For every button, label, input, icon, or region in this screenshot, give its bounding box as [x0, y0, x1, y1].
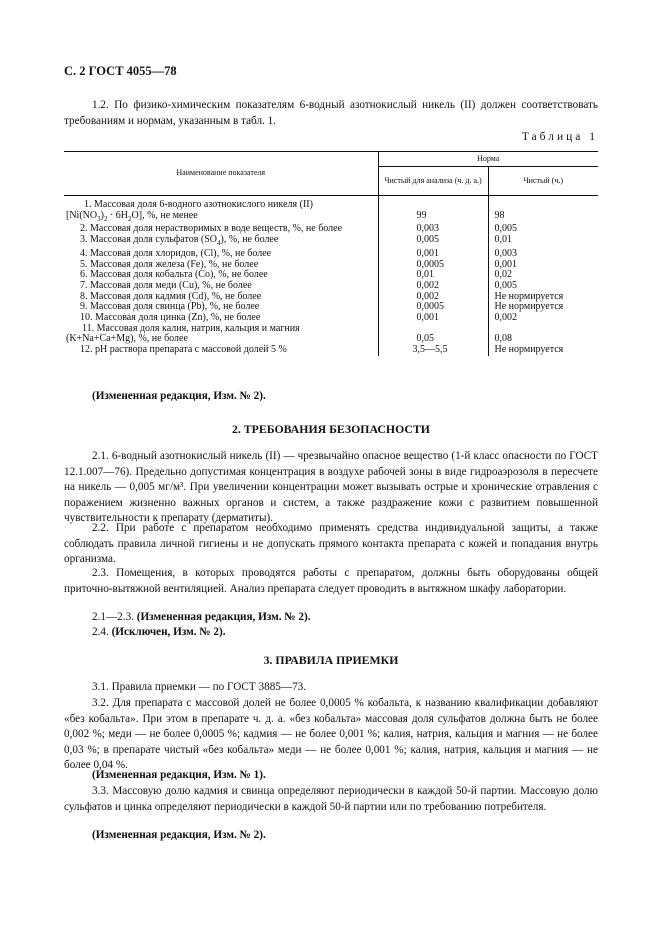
section-3-title: 3. ПРАВИЛА ПРИЕМКИ: [263, 653, 399, 667]
intro-paragraph: 1.2. По физико-химическим показателям 6-водный азотнокислый никель (II) должен соответствовать требованиям и нормам, указанным в табл. 1.: [64, 99, 598, 127]
paragraph-3-3: 3.3. Массовую долю кадмия и свинца определяют периодически в каждой 50-й партии. Массовую долю сульфатов и цинка определяют периодически в каждой 50-й партии или по требованию потребителя.: [64, 785, 598, 813]
table-row: [64, 345, 598, 356]
section-2-title: 2. ТРЕБОВАНИЯ БЕЗОПАСНОСТИ: [231, 422, 430, 436]
table-1: [64, 151, 598, 356]
row-name-line2: (K+Na+Ca+Mg), %, не более: [66, 333, 188, 345]
row-ch: 0,02: [488, 270, 598, 281]
row-name: 6. Массовая доля кобальта (Co), %, не более: [80, 269, 268, 281]
row-ch: Не нормируется: [488, 292, 598, 303]
row-ch: 0,005: [488, 281, 598, 292]
amendment-3-2: (Измененная редакция, Изм. № 1).: [92, 769, 266, 781]
row-name: 9. Массовая доля свинца (Pb), %, не более: [80, 301, 260, 313]
row-chda: 0,005: [378, 235, 488, 249]
row-chda: 0,05: [378, 334, 488, 345]
table-amendment-note: (Измененная редакция, Изм. № 2).: [92, 390, 266, 402]
row-name: [64, 196, 378, 211]
row-chda: 0,003: [378, 224, 488, 235]
paragraph-3-2: 3.2. Для препарата с массовой долей не более 0,0005 % кобальта, к названию квалификации добавляют «без кобальта». При этом в препарате ч. д. а. «без кобальта» массовая доля сульфатов должна быть не более 0,002 %; меди — не более 0,0005 %; кадмия — не более 0,001 %; калия, натрия, кальция и магния — не более 0,03 %; в препарате чистый «без кобальта» меди — не более 0,001 %; калия, натрия, кальция и магния — не более 0,04 %.: [64, 697, 598, 772]
row-ch: 0,01: [488, 235, 598, 249]
row-ch: Не нормируется: [488, 345, 598, 356]
page-header: С. 2 ГОСТ 4055—78: [64, 64, 177, 78]
amendment-prefix: 2.4.: [92, 626, 109, 638]
row-chda: 0,01: [378, 270, 488, 281]
row-name: 3. Массовая доля сульфатов $(SO_4)$, %, не более: [80, 234, 279, 248]
row-ch: Не нормируется: [488, 302, 598, 313]
row-ch: 0,002: [488, 313, 598, 324]
col-header-norm: Норма: [378, 152, 598, 167]
amendment-text: (Измененная редакция, Изм. № 2).: [136, 611, 311, 623]
table-row: [64, 249, 598, 260]
row-name: 7. Массовая доля меди (Cu), %, не более: [80, 279, 252, 291]
row-chda: 3,5—5,5: [378, 345, 488, 356]
row-chda: 99: [378, 211, 488, 225]
paragraph-2-2: 2.2. При работе с препаратом необходимо применять средства индивидуальной защиты, а также соблюдать правила личной гигиены и не допускать прямого контакта препарата с кожей и попадания внутрь организма.: [64, 522, 598, 566]
row-name-line2: $[Ni(NO_3)_2 \cdot 6H_2O]$, %, не менее: [66, 209, 198, 223]
row-chda: 0,001: [378, 313, 488, 324]
row-ch: 0,08: [488, 334, 598, 345]
row-name: 8. Массовая доля кадмия (Cd), %, не более: [80, 290, 262, 302]
col-header-name: Наименование показателя: [64, 152, 378, 196]
table-row: [64, 196, 598, 211]
amendment-text: (Исключен, Изм. № 2).: [111, 626, 226, 638]
row-name: 12. pH раствора препарата с массовой долей 5 %: [80, 344, 287, 356]
row-name-line1: 1. Массовая доля 6-водного азотнокислого никеля (II): [84, 199, 313, 210]
row-chda: 0,0005: [378, 302, 488, 313]
row-ch: 98: [488, 211, 598, 225]
row-ch: 0,003: [488, 249, 598, 260]
row-chda: 0,001: [378, 249, 488, 260]
paragraph-2-3: 2.3. Помещения, в которых проводятся работы с препаратом, должны быть оборудованы общей приточно-вытяжной вентиляцией. Анализ препарата следует проводить в вытяжном шкафу лаборатории.: [64, 567, 598, 595]
row-chda: 0,002: [378, 292, 488, 303]
row-chda: 0,0005: [378, 260, 488, 271]
amendment-3-3: (Измененная редакция, Изм. № 2).: [92, 829, 266, 841]
amendment-prefix: 2.1—2.3.: [92, 611, 134, 623]
amendment-2-1-2-3: [64, 610, 598, 626]
paragraph-2-1: 2.1. 6-водный азотнокислый никель (II) — чрезвычайно опасное вещество (1-й класс опасности по ГОСТ 12.1.007—76). Предельно допустимая концентрация в воздухе рабочей зоны в виде гидроаэрозоля в пересчете на никель — 0,005 мг/м³. При увеличении концентрации может вызывать острые и хронические отравления с поражением жизненно важных органов и систем, а также раздражение кожи с развитием повышенной чувствительности к препарату (дерматиты).: [64, 450, 598, 525]
col-header-ch: Чистый (ч.): [488, 167, 598, 196]
row-name: 10. Массовая доля цинка (Zn), %, не более: [80, 312, 261, 324]
table-row: [64, 235, 598, 249]
row-ch: 0,001: [488, 260, 598, 271]
table-caption: Таблица 1: [521, 131, 598, 143]
amendment-2-4: [64, 625, 598, 641]
table-row: [64, 211, 598, 225]
row-chda: 0,002: [378, 281, 488, 292]
paragraph-3-1: 3.1. Правила приемки — по ГОСТ 3885—73.: [92, 681, 307, 693]
row-name: 5. Массовая доля железа (Fe), %, не более: [80, 258, 259, 270]
row-name: 4. Массовая доля хлоридов, (Cl), %, не более: [80, 247, 272, 259]
col-header-chda: Чистый для анализа (ч. д. а.): [378, 167, 488, 196]
row-name: 2. Массовая доля нерастворимых в воде веществ, %, не более: [80, 223, 343, 235]
row-name-line1: 11. Массовая доля калия, натрия, кальция и магния: [82, 322, 300, 334]
row-ch: 0,005: [488, 224, 598, 235]
